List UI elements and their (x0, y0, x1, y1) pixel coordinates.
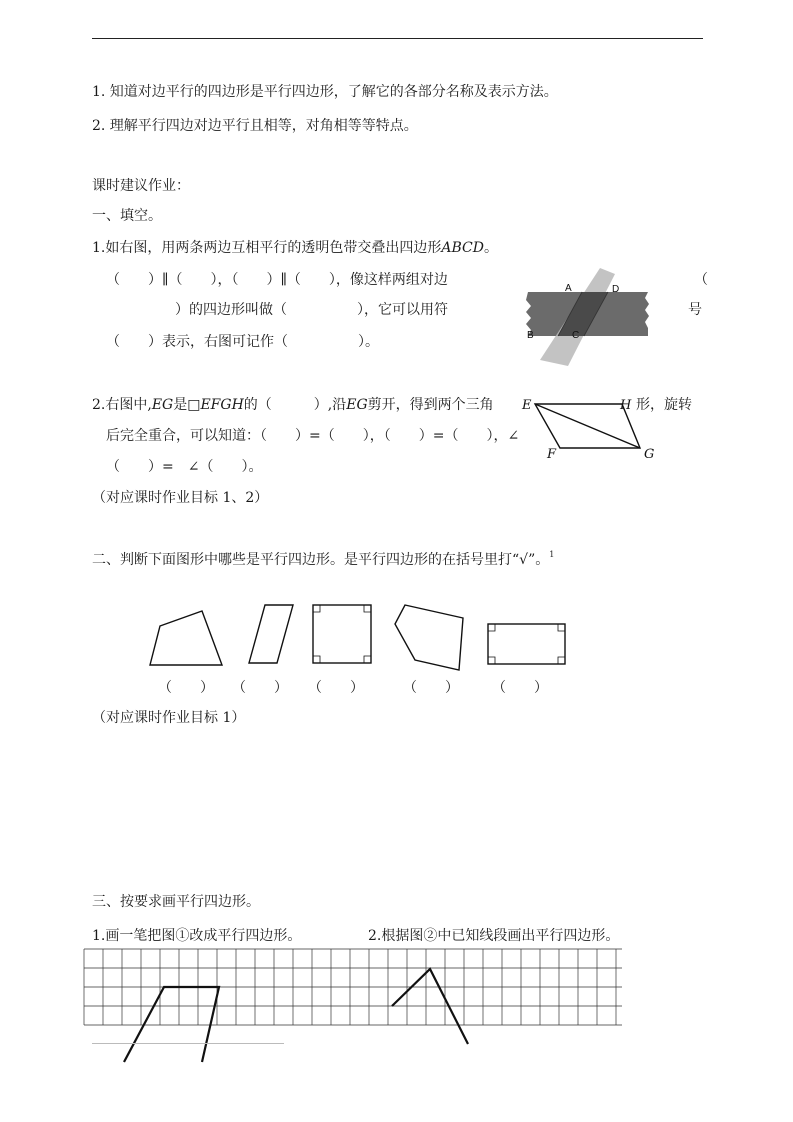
section1-title: 一、填空。 (92, 208, 162, 224)
answer-3: （ ） (308, 680, 364, 696)
header-rule (92, 38, 703, 39)
shape-square (313, 605, 371, 663)
parallelogram-efgh (520, 394, 660, 464)
q1-line1: （ ）∥（ ），（ ）∥（ ），像这样两组对边 (106, 272, 448, 288)
q2-stem-right: 形，旋转 (636, 397, 692, 413)
answer-1: （ ） (158, 680, 214, 696)
shape-parallelogram (249, 605, 293, 663)
figure-2-segments (392, 969, 468, 1044)
section2-title: 二、判断下面图形中哪些是平行四边形。是平行四边形的在括号里打“√”。$^1$ (92, 550, 555, 568)
label-h: H (620, 398, 632, 413)
label-f: F (547, 447, 557, 462)
answer-4: （ ） (403, 680, 459, 696)
section1-note: （对应课时作业目标 1、2） (92, 490, 269, 506)
q1-stem: 1.如右图，用两条两边互相平行的透明色带交叠出四边形ABCD。 (92, 240, 498, 256)
drawing-grid[interactable] (80, 945, 640, 1070)
homework-title: 课时建议作业： (92, 178, 190, 194)
q1-line1-right: （ (694, 272, 708, 288)
answer-2: （ ） (232, 680, 288, 696)
q2-stem: 2.右图中,EG是□EFGH的（ ）,沿EG剪开，得到两个三角 (92, 397, 494, 413)
section3-title: 三、按要求画平行四边形。 (92, 894, 260, 910)
objective-1: 1. 知道对边平行的四边形是平行四边形，了解它的各部分名称及表示方法。 (92, 84, 558, 100)
label-g: G (644, 447, 655, 462)
shapes-row (145, 600, 585, 675)
label-a: A (565, 283, 572, 294)
q2-line3: （ ）= ∠（ ）。 (106, 459, 263, 475)
shape-trapezoid (150, 611, 222, 665)
label-d: D (612, 284, 620, 295)
shape-rectangle (488, 624, 565, 664)
q2-line2: 后完全重合，可以知道：（ ）=（ ），（ ）=（ ），∠ (106, 428, 520, 444)
q1-line2-right: 号 (688, 302, 702, 318)
section2-note: （对应课时作业目标 1） (92, 710, 246, 726)
answer-5: （ ） (492, 680, 548, 696)
label-e: E (522, 398, 532, 413)
label-c: C (572, 330, 580, 341)
section3-q2: 2.根据图②中已知线段画出平行四边形。 (368, 928, 620, 944)
tape-figure (520, 262, 655, 368)
footer-rule (92, 1043, 284, 1044)
objective-2: 2. 理解平行四边对边平行且相等，对角相等等特点。 (92, 118, 418, 134)
q1-line3: （ ）表示，右图可记作（ ）。 (106, 334, 379, 350)
shape-pentagon (395, 605, 463, 670)
section3-q1: 1.画一笔把图①改成平行四边形。 (92, 928, 302, 944)
figure-1-lines (124, 987, 219, 1062)
label-b: B (527, 330, 534, 341)
q1-line2: ）的四边形叫做（ ），它可以用符 (175, 302, 448, 318)
